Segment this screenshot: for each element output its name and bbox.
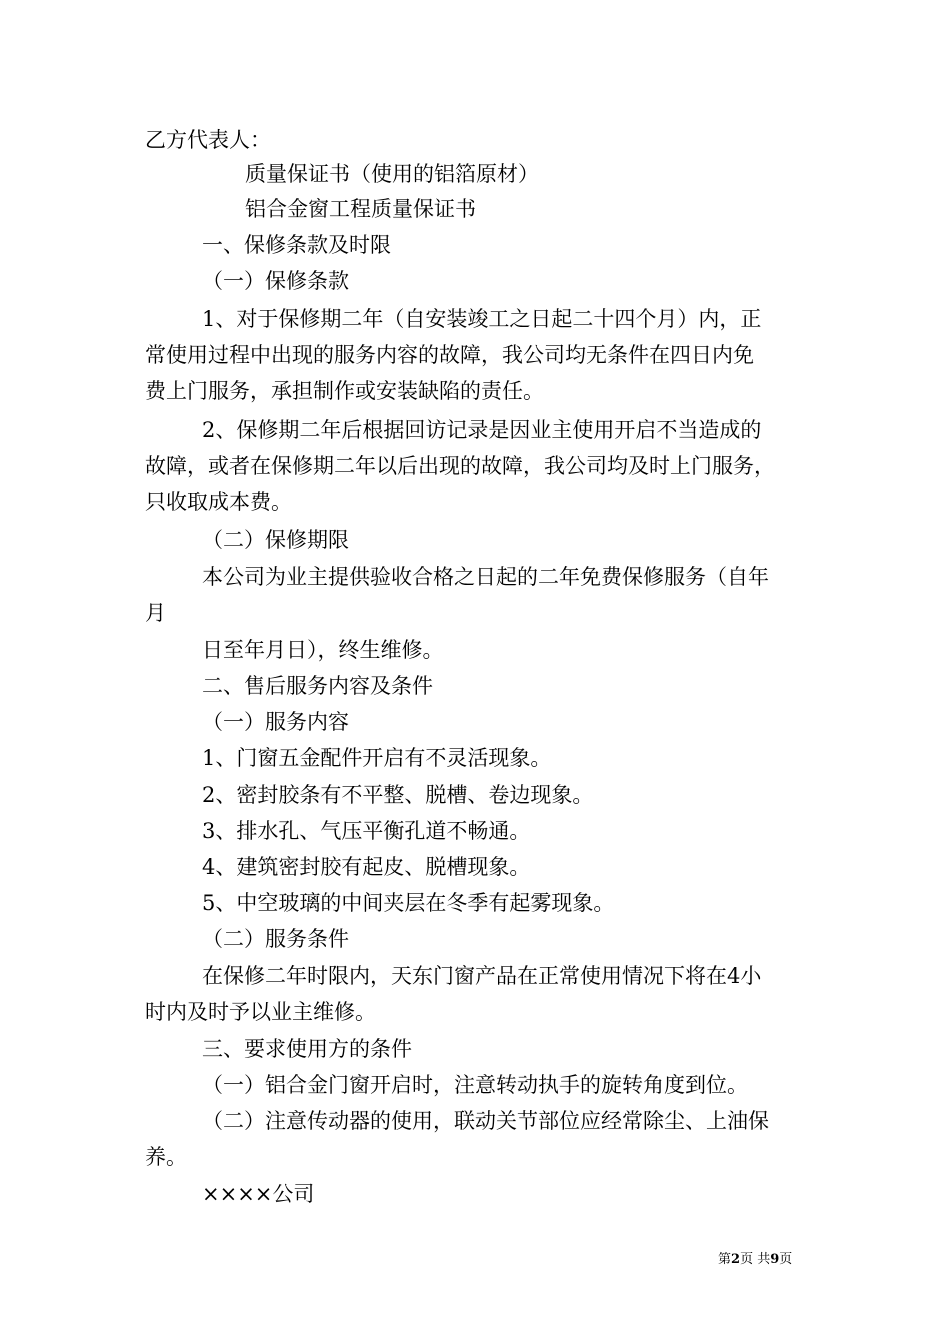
list-item: 1、门窗五金配件开启有不灵活现象。	[202, 746, 552, 770]
paragraph-line: 常使用过程中出现的服务内容的故障，我公司均无条件在四日内免	[145, 343, 754, 367]
document-title: 铝合金窗工程质量保证书	[245, 197, 476, 221]
paragraph-line: 本公司为业主提供验收合格之日起的二年免费保修服务（自年	[202, 565, 769, 589]
paragraph-line: 故障，或者在保修期二年以后出现的故障，我公司均及时上门服务，	[145, 454, 775, 478]
current-page-number: 2	[731, 1252, 741, 1267]
list-item: 3、排水孔、气压平衡孔道不畅通。	[202, 819, 531, 843]
paragraph-line: 2、保修期二年后根据回访记录是因业主使用开启不当造成的	[202, 418, 762, 442]
paragraph-line: （二）注意传动器的使用，联动关节部位应经常除尘、上油保	[202, 1109, 769, 1133]
paragraph-line: 1、对于保修期二年（自安装竣工之日起二十四个月）内，正	[202, 307, 762, 331]
total-pages-number: 9	[770, 1252, 780, 1267]
page-prefix: 第	[718, 1252, 732, 1267]
paragraph-line: 费上门服务，承担制作或安装缺陷的责任。	[145, 379, 544, 403]
paragraph-line: （一）铝合金门窗开启时，注意转动执手的旋转角度到位。	[202, 1073, 748, 1097]
section-heading-1: 一、保修条款及时限	[202, 233, 391, 257]
page-number	[718, 1252, 792, 1268]
list-item: 2、密封胶条有不平整、脱槽、卷边现象。	[202, 783, 594, 807]
paragraph-line: 在保修二年时限内，天东门窗产品在正常使用情况下将在4小	[202, 964, 762, 988]
page-suffix: 页	[779, 1252, 793, 1267]
paragraph-line: 月	[145, 601, 166, 625]
paragraph-line: 日至年月日），终生维修。	[202, 638, 444, 662]
list-item: 4、建筑密封胶有起皮、脱槽现象。	[202, 855, 531, 879]
subsection-heading: （一）服务内容	[202, 710, 349, 734]
paragraph-line: 只收取成本费。	[145, 490, 292, 514]
section-heading-2: 二、售后服务内容及条件	[202, 674, 433, 698]
signature-label: 乙方代表人：	[145, 128, 271, 152]
subsection-heading: （一）保修条款	[202, 269, 349, 293]
paragraph-line: 养。	[145, 1145, 187, 1169]
subsection-heading: （二）服务条件	[202, 927, 349, 951]
page-middle: 页 共	[740, 1252, 771, 1267]
subsection-heading: （二）保修期限	[202, 528, 349, 552]
company-name: ××××公司	[202, 1182, 315, 1206]
list-item: 5、中空玻璃的中间夹层在冬季有起雾现象。	[202, 891, 615, 915]
section-heading-3: 三、要求使用方的条件	[202, 1037, 412, 1061]
paragraph-line: 时内及时予以业主维修。	[145, 1000, 376, 1024]
subtitle-quality-guarantee: 质量保证书（使用的铝箔原材）	[245, 162, 539, 186]
